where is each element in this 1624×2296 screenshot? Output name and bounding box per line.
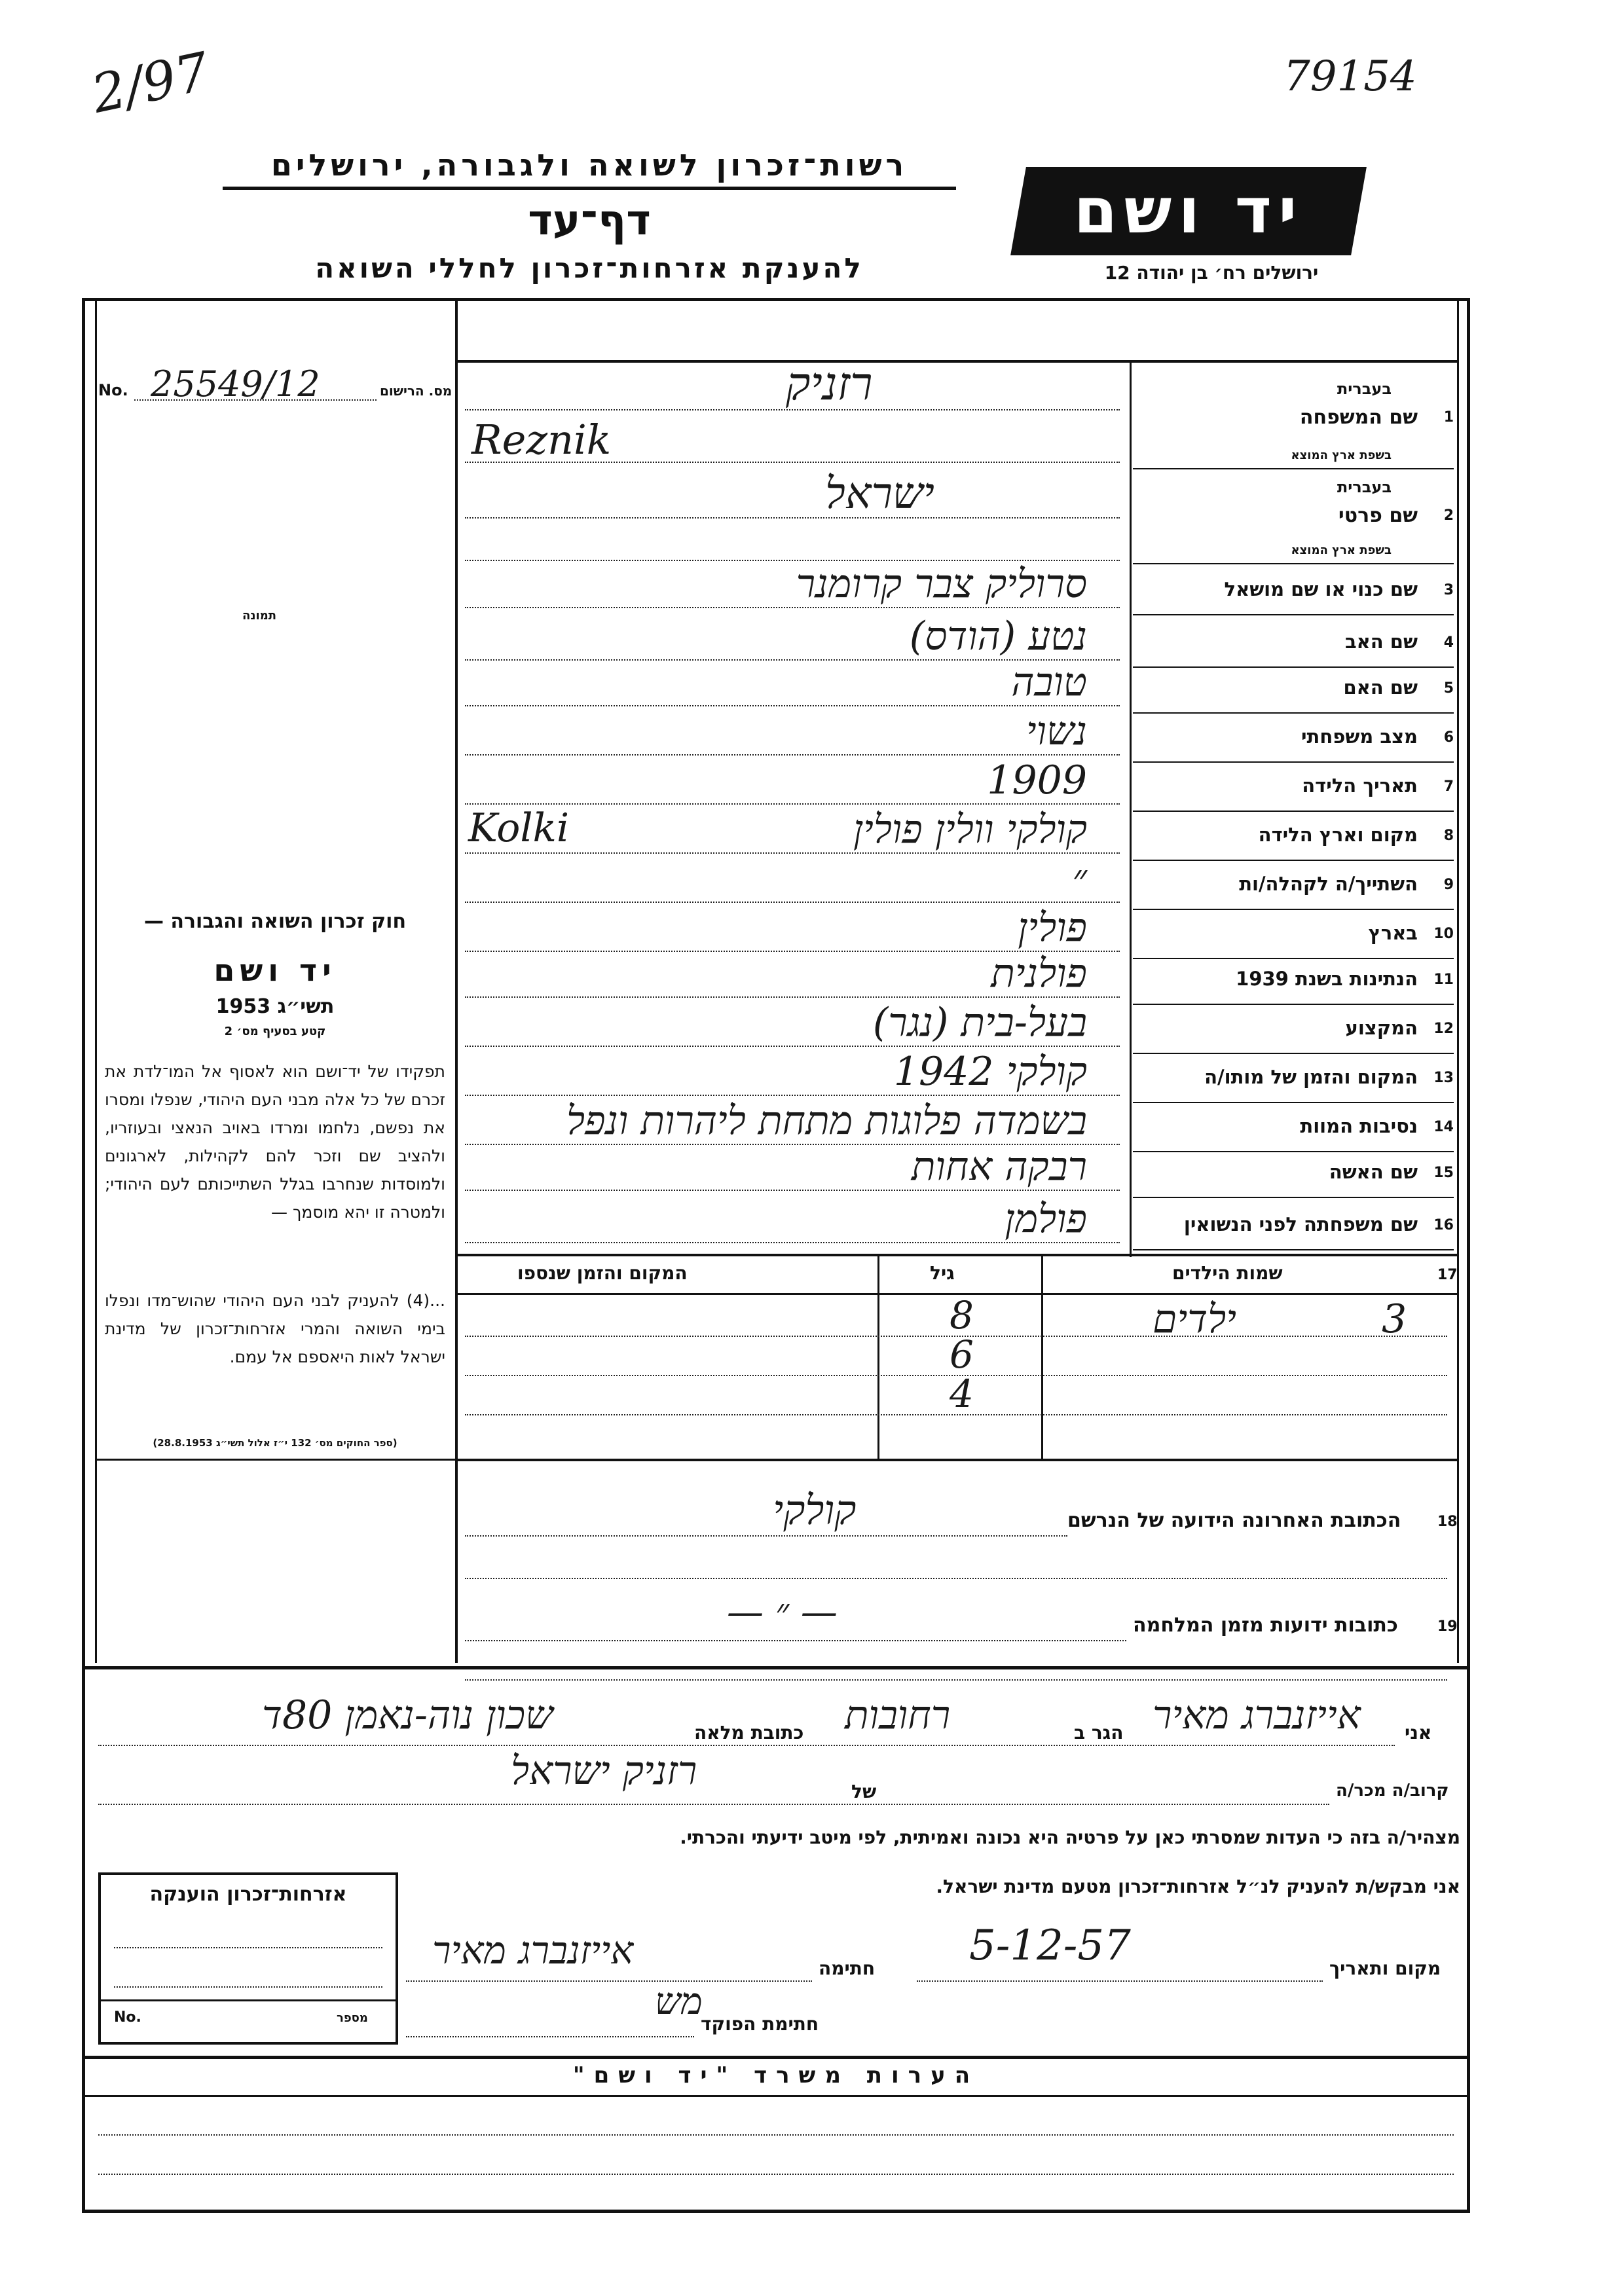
box-no-label: No. [114, 2009, 141, 2026]
declarer-name: אייזנברג מאיר [1153, 1692, 1361, 1738]
law-text-2: ...(4) להעניק לבני העם היהודי שהוש־מדו ונפלו בימי השואה והמרי אזרחות־זכרון של מדינת ישראל לאות היאספם אל עמם. [105, 1291, 445, 1366]
decl-ani: אני [1405, 1722, 1432, 1743]
field-row-8 [458, 805, 1454, 861]
declaration-top-rule [82, 1666, 1470, 1669]
field-number: 2 [1443, 507, 1454, 524]
label-text: שם האב [1344, 630, 1418, 653]
frame-top [82, 298, 1470, 301]
city: רחובות [845, 1692, 951, 1738]
field-value-latin: Kolki [468, 805, 570, 851]
frame-right [1467, 298, 1470, 2213]
yad-vashem-logo [1010, 167, 1367, 255]
field-number: 4 [1443, 634, 1454, 651]
field-19-label: כתובות ידועות מזמן המלחמה [1133, 1614, 1398, 1637]
field-number: 14 [1433, 1119, 1454, 1135]
of-value: רזניק ישראל [511, 1748, 697, 1794]
label-text: שם משפחתה לפני הנשואין [1183, 1213, 1418, 1235]
relation-label: קרוב/ה מכר/ה [1336, 1781, 1449, 1800]
hint-origin: בשפת ארץ המוצא [1291, 448, 1392, 462]
value-dots [465, 1190, 1120, 1191]
law-source: (ספר החוקים מס׳ 132 י״ז אלול תשי״ג 28.8.1953) [153, 1437, 397, 1449]
field-18-label: הכתובת האחרונה הידועה של הנרשם [1067, 1509, 1401, 1532]
label-text: המקצוע [1345, 1017, 1418, 1039]
field-number: 5 [1443, 680, 1454, 697]
dots-19a [465, 1640, 1126, 1641]
box-dots-1 [114, 1947, 382, 1948]
label-text: הנתינות בשנת 1939 [1236, 968, 1418, 990]
field-row-9 [458, 856, 1454, 910]
field-value: סרוליק צבר קרומנר [796, 561, 1087, 607]
field-row-12 [458, 1000, 1454, 1054]
field-value: בשמדה פלוגות מתחת ליהרות ונפל [566, 1098, 1087, 1144]
law-title: חוק זכרון השואה והגבורה — [143, 910, 407, 933]
value-dots [465, 1046, 1120, 1047]
field-number: 1 [1443, 409, 1454, 426]
law-clause-ref: קטע בסעיף מס׳ 2 [224, 1025, 326, 1038]
children-count: 3 [1382, 1296, 1407, 1342]
photo-placeholder: תמונה [242, 609, 277, 623]
field-value: פולנית [991, 951, 1087, 996]
field-row-3 [458, 561, 1454, 615]
field-row-4 [458, 613, 1454, 668]
child-age-3: 4 [950, 1372, 974, 1416]
field-row-11 [458, 951, 1454, 1005]
frame-left [82, 298, 85, 2213]
label-text: מצב משפחתי [1301, 725, 1418, 748]
notes-dots-2 [98, 2174, 1454, 2175]
field-value: בעל-בית (נגר) [872, 1000, 1087, 1046]
value-dots [465, 996, 1120, 998]
notes-header-rule [82, 2095, 1470, 2097]
officer-signature-label: חתימת הפוקד [701, 2013, 819, 2035]
dots-officer [406, 2036, 694, 2037]
lives-in-label: הגר ב [1074, 1722, 1124, 1743]
form-subtitle: להענקת אזרחות־זכרון לחללי השואה [315, 252, 864, 284]
dots-18a [465, 1535, 1067, 1537]
reg-label: מס. הרישום [380, 383, 452, 399]
label-text: נסיבות המוות [1300, 1115, 1418, 1137]
value-dots [465, 705, 1120, 706]
field-number: 15 [1433, 1165, 1454, 1181]
citizenship-box-title: אזרחות־זכרון הוענקה [149, 1883, 347, 1906]
label-text: שם פרטי [1338, 504, 1418, 527]
place-date-label: מקום ותאריך [1329, 1958, 1441, 1979]
rule-1 [1133, 468, 1454, 469]
law-bottom-rule [95, 1459, 455, 1461]
form-title: דף־עד [528, 196, 651, 245]
dots-decl-1 [98, 1745, 1395, 1746]
field-value: פולמן [1005, 1196, 1087, 1242]
field-value: רבקה אחות [911, 1144, 1087, 1190]
field-row-13 [458, 1049, 1454, 1103]
label-text: המקום והזמן של מותו/ה [1204, 1066, 1418, 1088]
full-address-label: כתובת מלאה [694, 1722, 804, 1743]
label-text: בארץ [1368, 922, 1418, 944]
row-rule [1133, 1197, 1454, 1198]
hint-hebrew: בעברית [1337, 478, 1392, 496]
field-number: 8 [1443, 828, 1454, 844]
field-number: 12 [1433, 1021, 1454, 1037]
authority-underline [223, 187, 956, 190]
office-notes-title: הערות משרד "יד ושם" [572, 2062, 980, 2088]
field-value: נשוי [1025, 708, 1087, 754]
field-19-value: — ״ — [727, 1591, 838, 1633]
row-rule [1133, 1249, 1454, 1250]
children-col-divider-1 [877, 1256, 879, 1459]
header-row-rule [455, 360, 1457, 363]
field-number: 16 [1433, 1217, 1454, 1233]
box-divider [101, 1999, 396, 2001]
field-first-name-label [1133, 478, 1454, 560]
inner-right-rule [1457, 301, 1459, 1663]
citizenship-granted-box [98, 1872, 398, 2045]
value-dots [465, 902, 1120, 903]
child-age-1: 8 [950, 1293, 974, 1338]
field-number: 9 [1443, 877, 1454, 893]
declaration-statement: מצהיר/ה בזה כי העדות שמסרתי כאן על פרטיה היא נכונה ואמיתית, לפי מיטב ידיעתי והכרתי. [680, 1827, 1460, 1848]
place-date: 5-12-57 [969, 1922, 1131, 1970]
field-number: 11 [1433, 972, 1454, 988]
field-number-18: 18 [1437, 1514, 1458, 1530]
law-year: תשי״ג 1953 [215, 995, 335, 1018]
declaration-request: אני מבקש/ת להעניק לנ״ל אזרחות־זכרון מטעם מדינת ישראל. [936, 1876, 1460, 1897]
field-row-15 [458, 1144, 1454, 1198]
child-age-2: 6 [950, 1332, 974, 1377]
children-col-divider-2 [1041, 1256, 1043, 1459]
field-row-7 [458, 757, 1454, 812]
label-text: שם האם [1343, 676, 1418, 699]
notes-dots-1 [98, 2134, 1454, 2136]
dots-19b [465, 1679, 1447, 1681]
field-row-5 [458, 659, 1454, 714]
frame-bottom [82, 2210, 1470, 2213]
family-name-hebrew: רזניק [786, 357, 873, 410]
label-text: תאריך הלידה [1302, 774, 1418, 797]
full-address: שכון נוה-נאמן 80ד [262, 1692, 553, 1738]
field-value: פולין [1018, 905, 1087, 951]
field-number: 7 [1443, 778, 1454, 795]
field-row-6 [458, 708, 1454, 763]
fields-area [458, 357, 1454, 1257]
value-dots [465, 852, 1120, 854]
field-number: 13 [1433, 1070, 1454, 1086]
box-dots-2 [114, 1986, 382, 1988]
value-dots [465, 1242, 1120, 1243]
first-name: ישראל [825, 468, 934, 519]
children-bottom-rule [455, 1459, 1457, 1461]
dots-18b [465, 1578, 1447, 1579]
dots-place-date [917, 1980, 1323, 1982]
field-number-17: 17 [1437, 1267, 1458, 1283]
hint-origin: בשפת ארץ המוצא [1291, 543, 1392, 557]
field-number: 3 [1443, 582, 1454, 598]
rule-2 [1133, 563, 1454, 564]
field-value: ״ [1072, 856, 1087, 902]
label-text: מקום וארץ הלידה [1258, 824, 1418, 846]
field-number-19: 19 [1437, 1618, 1458, 1635]
row-rule [1133, 614, 1454, 615]
field-row-10 [458, 905, 1454, 959]
law-text-1: תפקידו של יד־ושם הוא לאסוף אל המו־לדת את זכרם של כל אלה מבני העם היהודי, שנפלו ומסרו את נפשם, נלחמו ומרדו באויב הנאצי ובעוזריו, ולהציב שם וזכר להם לקהילות, לארגונים ולמוסדות שנחרבו בגלל השתייכותם לעם היהודי; ולמטרה זו יהא מוסמך — [105, 1062, 445, 1222]
authority-name: רשות־זכרון לשואה ולגבורה, ירושלים [270, 147, 908, 183]
registration-row [98, 363, 452, 406]
law-name: יד ושם [213, 953, 337, 988]
signature-label: חתימה [819, 1958, 876, 1979]
value-dots [465, 1095, 1120, 1096]
handwritten-reference: 2/97 [86, 41, 215, 125]
col-place-header: המקום והזמן שנספו [517, 1262, 688, 1284]
label-text: השתייך/ה לקהלה/ות [1239, 873, 1418, 895]
dots-2a [465, 517, 1120, 519]
dots-decl-2 [98, 1804, 1329, 1805]
family-name-latin: Reznik [471, 416, 612, 464]
field-value: נטע (הודס) [909, 613, 1087, 659]
label-text: שם המשפחה [1299, 406, 1418, 429]
logo-text: יד ושם [1073, 174, 1304, 247]
reg-no-label: No. [98, 381, 128, 399]
field-value: 1909 [987, 757, 1087, 803]
children-names: ילדים [1153, 1296, 1236, 1342]
value-dots [465, 754, 1120, 756]
field-row-16 [458, 1196, 1454, 1250]
label-text: שם כנוי או שם מושאל [1224, 578, 1418, 600]
value-dots [465, 607, 1120, 608]
of-label: של [851, 1781, 877, 1802]
field-18-value: קולקי [773, 1486, 857, 1534]
signature: אייזנברג מאיר [432, 1928, 634, 1973]
field-number: 10 [1433, 926, 1454, 942]
field-family-name-label [1133, 380, 1454, 465]
field-value: קולקי וולין פולין [853, 807, 1087, 852]
label-text: שם האשה [1329, 1161, 1418, 1183]
col-age-header: גיל [930, 1262, 955, 1284]
address: ירושלים רח׳ בן יהודה 12 [1104, 262, 1319, 283]
col-names-header: שמות הילדים [1172, 1262, 1283, 1284]
officer-signature: מש [655, 1980, 703, 2023]
reg-no-value: 25549/12 [151, 363, 320, 405]
box-number-label: מספר [337, 2011, 368, 2025]
hint-hebrew: בעברית [1337, 380, 1392, 398]
field-value: קולקי 1942 [893, 1049, 1087, 1095]
value-dots [465, 803, 1120, 805]
field-number: 6 [1443, 729, 1454, 746]
dots-signature [406, 1980, 812, 1982]
field-value: טובה [1011, 659, 1087, 705]
handwritten-archive-number: 79154 [1283, 52, 1417, 101]
children-top-rule [455, 1254, 1457, 1256]
